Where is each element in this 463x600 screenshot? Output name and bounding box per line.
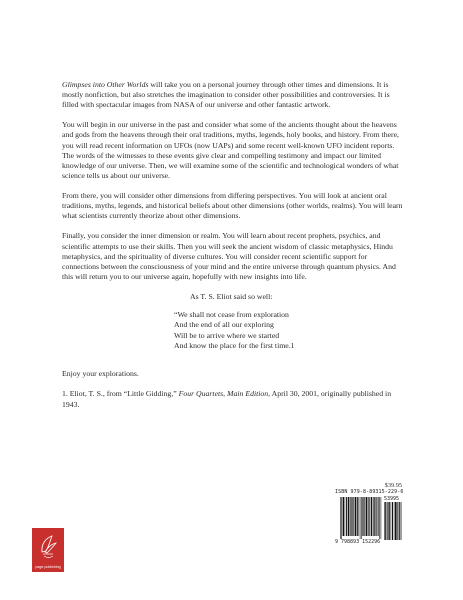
ean-digits: 9 798893 152296 xyxy=(335,539,381,545)
footnote-prefix: 1. Eliot, T. S., from “Little Gidding,” xyxy=(62,389,179,399)
eliot-quote xyxy=(174,310,404,351)
addon-digits: 53995 xyxy=(384,496,400,502)
closing-line: Enjoy your explorations. xyxy=(62,369,139,379)
paragraph-intro xyxy=(62,80,404,110)
paragraph-universe: You will begin in our universe in the past and consider what some of the ancients thought about the heavens and gods from the heavens through their oral traditions, myths, legends, holy books, and history. From there, you will read recent information on UFOs (now UAPs) and some recent well-known UFO incident reports. The words of the witnesses to these events give clear and compelling testimony and impact our limited knowledge of our universe. Then, we will examine some of the scientific and technological wonders of what science tells us about our universe. xyxy=(62,120,399,180)
quote-intro: As T. S. Eliot said so well: xyxy=(190,291,273,301)
price-label: $39.95 xyxy=(384,482,402,489)
publisher-logo xyxy=(32,528,64,572)
paragraph-inner-realm: Finally, you consider the inner dimension or realm. You will learn about recent prophets, psychics, and scientific attempts to use their skills. Then you will seek the ancient wisdom of classic metaphysics, Hindu metaphysics, and the spirituality of diverse cultures. You will consider recent scientific support for connections between the consciousness of your mind and the entire universe through quantum physics. And this will return you to our universe again, hopefully with new insights into life. xyxy=(62,231,396,281)
addon-barcode-bars xyxy=(384,502,402,540)
footnote-suffix: , April 30, 2001, originally published in 1943. xyxy=(62,389,392,409)
quote-line: And know the place for the first time.1 xyxy=(174,340,295,350)
book-title: Glimpses into Other Worlds xyxy=(62,80,149,89)
isbn-barcode xyxy=(335,489,405,548)
footnote xyxy=(62,389,404,409)
footnote-work: Four Quartets, Main Edition xyxy=(178,389,269,399)
quote-line: And the end of all our exploring xyxy=(174,320,274,330)
quote-line: Will be to arrive where we started xyxy=(174,330,280,340)
quote-line: “We shall not cease from exploration xyxy=(174,310,289,320)
isbn-text: ISBN 979-8-89315-229-6 xyxy=(335,489,404,495)
ean-barcode-bars xyxy=(340,497,382,539)
intro-text: will take you on a personal journey through other times and dimensions. It is mostly nonfiction, but also stretches the imagination to consider other possibilities and controversies. It is filled with spectacular images from NASA of our universe and other fantastic artwork. xyxy=(62,80,390,110)
back-cover-text xyxy=(62,80,404,410)
publisher-name: page publishing xyxy=(35,565,61,569)
paragraph-dimensions: From there, you will consider other dimensions from differing perspectives. You will look at ancient oral traditions, myths, legends, and historical beliefs about other dimensions (other worlds, realms). You will learn what scientists currently theorize about other dimensions. xyxy=(62,191,403,221)
